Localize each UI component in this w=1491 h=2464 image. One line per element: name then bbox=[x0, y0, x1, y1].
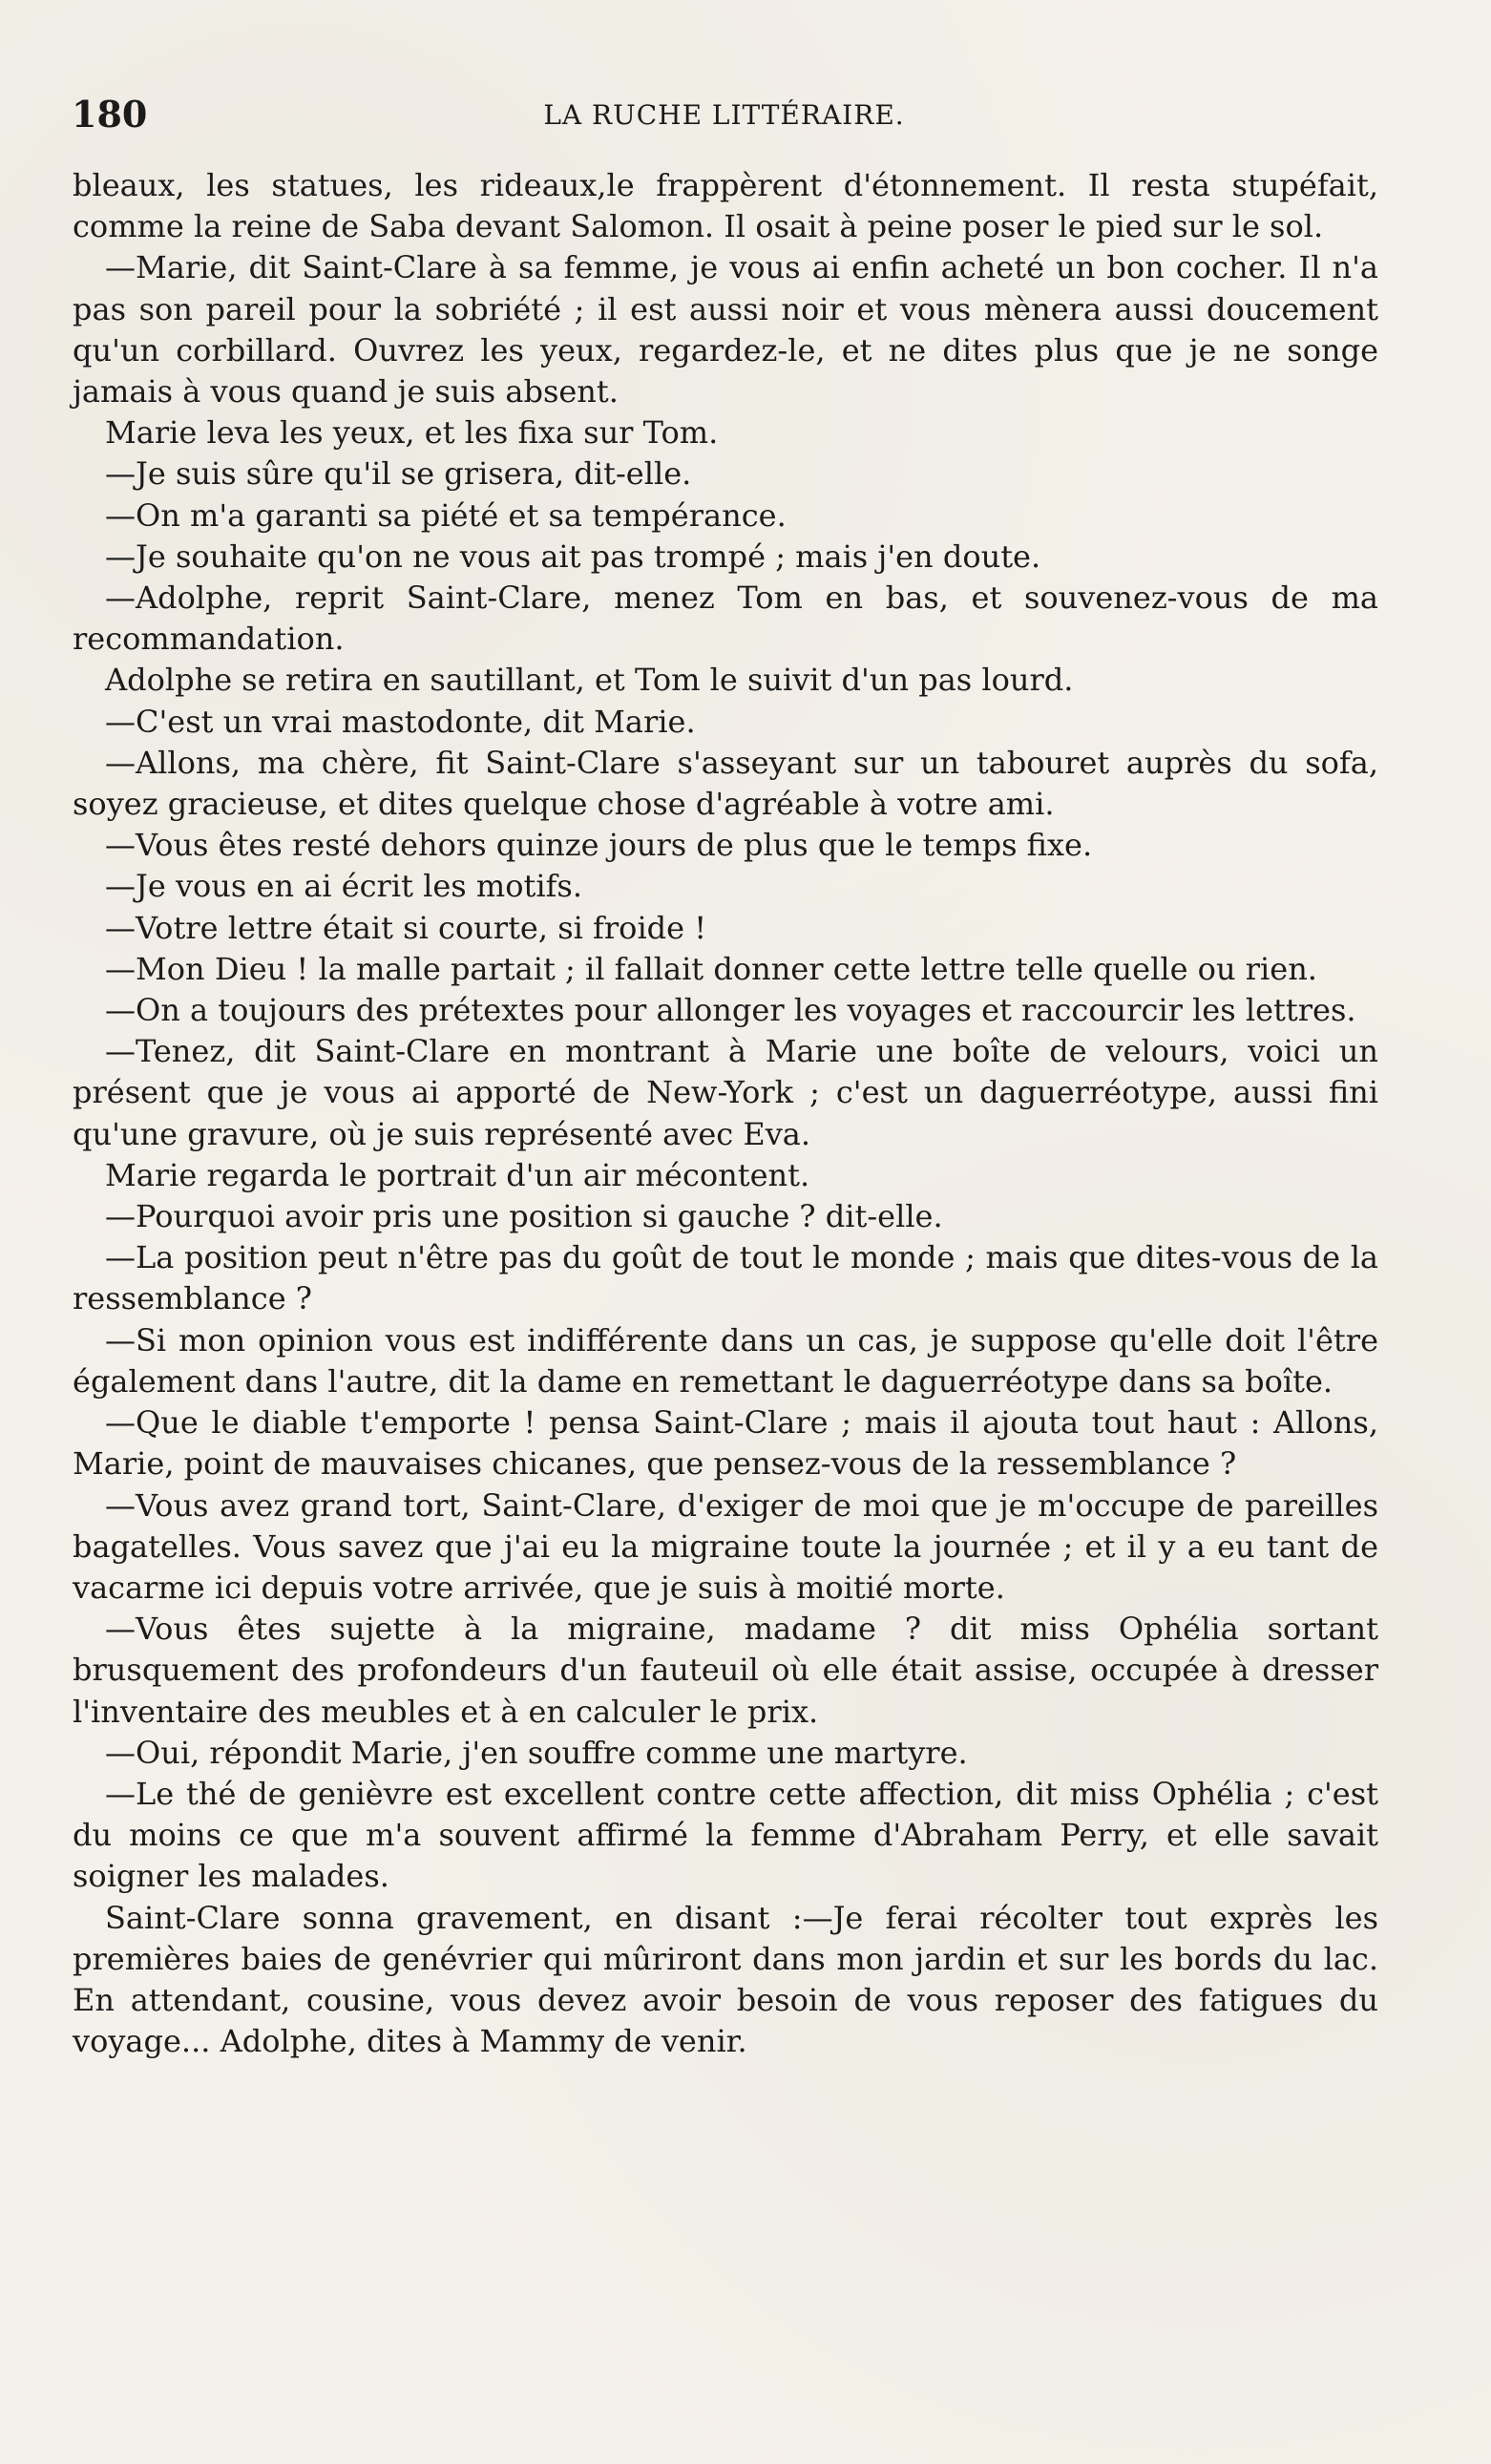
page-header bbox=[72, 91, 1376, 138]
paragraph: Marie leva les yeux, et les fixa sur Tom. bbox=[105, 414, 719, 452]
paragraph: —Je vous en ai écrit les motifs. bbox=[105, 868, 583, 905]
paragraph: —Votre lettre était si courte, si froide ! bbox=[105, 909, 707, 946]
body-text bbox=[73, 165, 1378, 2062]
page-number: 180 bbox=[72, 93, 148, 136]
paragraph: —Que le diable t'emporte ! pensa Saint-Clare ; mais il ajouta tout haut : Allons, Marie, point de mauvaises chicanes, que pensez-vous de la ressemblance ? bbox=[73, 1404, 1378, 1483]
paragraph: bleaux, les statues, les rideaux,le frappèrent d'étonnement. Il resta stupéfait, comme la reine de Saba devant Salomon. Il osait à peine poser le pied sur le sol. bbox=[73, 167, 1378, 245]
paragraph: —Je souhaite qu'on ne vous ait pas trompé ; mais j'en doute. bbox=[105, 537, 1041, 575]
paragraph: —On a toujours des prétextes pour allonger les voyages et raccourcir les lettres. bbox=[105, 992, 1356, 1029]
paragraph: —Vous avez grand tort, Saint-Clare, d'exiger de moi que je m'occupe de pareilles bagatelles. Vous savez que j'ai eu la migraine toute la journée ; et il y a eu tant de vacarme ici depuis votre arrivée, que je suis à moitié morte. bbox=[73, 1486, 1378, 1606]
paragraph: —C'est un vrai mastodonte, dit Marie. bbox=[105, 703, 696, 740]
paragraph: —Vous êtes sujette à la migraine, madame ? dit miss Ophélia sortant brusquement des profondeurs d'un fauteuil où elle était assise, occupée à dresser l'inventaire des meubles et à en calculer le prix. bbox=[73, 1611, 1378, 1730]
paragraph: —Adolphe, reprit Saint-Clare, menez Tom en bas, et souvenez-vous de ma recommandation. bbox=[73, 579, 1378, 658]
paragraph: —Allons, ma chère, fit Saint-Clare s'asseyant sur un tabouret auprès du sofa, soyez gracieuse, et dites quelque chose d'agréable à votre ami. bbox=[73, 744, 1378, 823]
paragraph: —Oui, répondit Marie, j'en souffre comme une martyre. bbox=[105, 1734, 968, 1771]
paragraph: —Si mon opinion vous est indifférente dans un cas, je suppose qu'elle doit l'être également dans l'autre, dit la dame en remettant le daguerréotype dans sa boîte. bbox=[73, 1321, 1378, 1400]
paragraph: Adolphe se retira en sautillant, et Tom le suivit d'un pas lourd. bbox=[105, 662, 1074, 699]
paragraph: Marie regarda le portrait d'un air mécontent. bbox=[105, 1156, 810, 1193]
paragraph: —Marie, dit Saint-Clare à sa femme, je vous ai enfin acheté un bon cocher. Il n'a pas son pareil pour la sobriété ; il est aussi noir et vous mènera aussi doucement qu'un corbillard. Ouvrez les yeux, regardez-le, et ne dites plus que je ne songe jamais à vous quand je suis absent. bbox=[73, 249, 1378, 411]
running-title: LA RUCHE LITTÉRAIRE. bbox=[543, 99, 905, 131]
paragraph: —La position peut n'être pas du goût de tout le monde ; mais que dites-vous de la ressemblance ? bbox=[73, 1239, 1378, 1317]
paragraph: —Je suis sûre qu'il se grisera, dit-elle. bbox=[105, 455, 692, 493]
paragraph: —Pourquoi avoir pris une position si gauche ? dit-elle. bbox=[105, 1198, 943, 1235]
paragraph: —Vous êtes resté dehors quinze jours de plus que le temps fixe. bbox=[105, 827, 1093, 864]
paragraph: —Le thé de genièvre est excellent contre cette affection, dit miss Ophélia ; c'est du moins ce que m'a souvent affirmé la femme d'Abraham Perry, et elle savait soigner les malades. bbox=[73, 1775, 1378, 1895]
paragraph: —On m'a garanti sa piété et sa tempérance. bbox=[105, 496, 787, 534]
paragraph: Saint-Clare sonna gravement, en disant :—Je ferai récolter tout exprès les premières baies de genévrier qui mûriront dans mon jardin et sur les bords du lac. En attendant, cousine, vous devez avoir besoin de vous reposer des fatigues du voyage... Adolphe, dites à Mammy de venir. bbox=[73, 1899, 1378, 2060]
paragraph: —Mon Dieu ! la malle partait ; il fallait donner cette lettre telle quelle ou rien. bbox=[105, 950, 1317, 987]
paragraph: —Tenez, dit Saint-Clare en montrant à Marie une boîte de velours, voici un présent que je vous ai apporté de New-York ; c'est un daguerréotype, aussi fini qu'une gravure, où je suis représenté avec Eva. bbox=[73, 1033, 1378, 1152]
